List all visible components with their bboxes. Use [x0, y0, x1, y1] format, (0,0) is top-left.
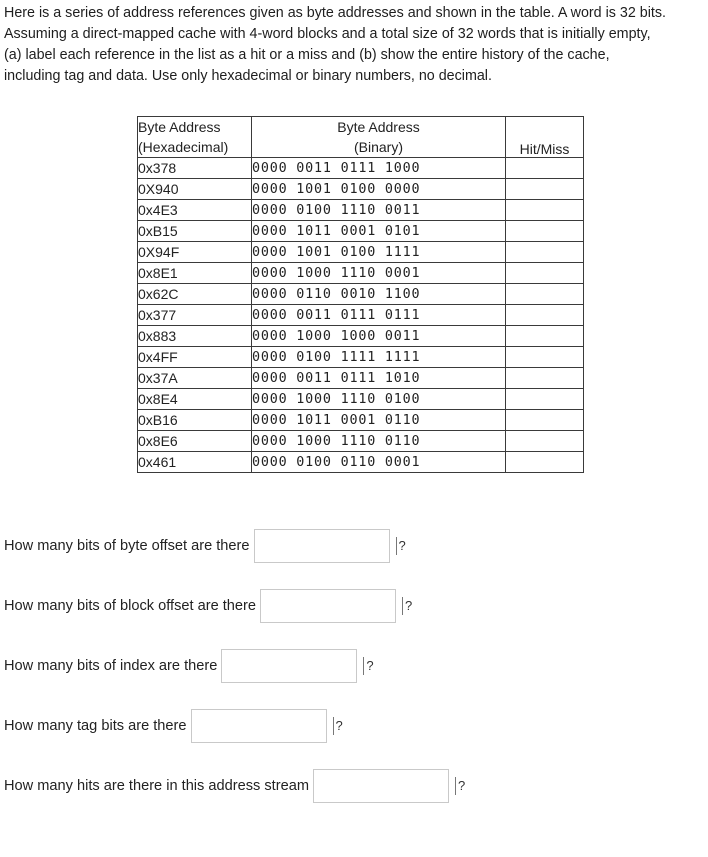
question-block-offset: [4, 587, 412, 625]
binary-address-cell: 0000 0100 1110 0011: [252, 200, 506, 221]
question-label: How many hits are there in this address stream: [4, 778, 309, 794]
hitmiss-cell[interactable]: [506, 263, 584, 284]
table-row: [138, 284, 584, 305]
question-label: How many bits of block offset are there: [4, 598, 256, 614]
hex-address-cell: 0xB16: [138, 410, 252, 431]
question-marker: ?: [402, 597, 412, 615]
hitmiss-cell[interactable]: [506, 410, 584, 431]
hex-address-cell: 0x8E6: [138, 431, 252, 452]
table-row: [138, 389, 584, 410]
binary-address-cell: 0000 0011 0111 1000: [252, 158, 506, 179]
binary-address-cell: 0000 1011 0001 0101: [252, 221, 506, 242]
index-bits-input[interactable]: [221, 649, 357, 683]
problem-line: Assuming a direct-mapped cache with 4-word blocks and a total size of 32 words that is initially empty,: [4, 26, 651, 42]
binary-address-cell: 0000 1001 0100 1111: [252, 242, 506, 263]
question-hits: [4, 767, 465, 805]
hex-address-cell: 0x37A: [138, 368, 252, 389]
binary-address-cell: 0000 0100 0110 0001: [252, 452, 506, 473]
table-row: [138, 347, 584, 368]
table-row: [138, 305, 584, 326]
hex-address-cell: 0X94F: [138, 242, 252, 263]
question-tag-bits: [4, 707, 343, 745]
question-marker: ?: [396, 537, 406, 555]
problem-line: Here is a series of address references given as byte addresses and shown in the table. A word is 32 bits.: [4, 5, 666, 21]
binary-address-cell: 0000 0011 0111 0111: [252, 305, 506, 326]
binary-address-cell: 0000 1000 1110 0001: [252, 263, 506, 284]
hitmiss-cell[interactable]: [506, 158, 584, 179]
binary-address-cell: 0000 1000 1000 0011: [252, 326, 506, 347]
hitmiss-cell[interactable]: [506, 431, 584, 452]
byte-offset-bits-input[interactable]: [254, 529, 390, 563]
hex-address-cell: 0x377: [138, 305, 252, 326]
hitmiss-cell[interactable]: [506, 221, 584, 242]
table-row: [138, 410, 584, 431]
hits-count-input[interactable]: [313, 769, 449, 803]
question-index-bits: [4, 647, 374, 685]
table-row: [138, 221, 584, 242]
hex-address-cell: 0x8E4: [138, 389, 252, 410]
binary-address-cell: 0000 1001 0100 0000: [252, 179, 506, 200]
problem-line: including tag and data. Use only hexadecimal or binary numbers, no decimal.: [4, 68, 492, 84]
table-row: [138, 158, 584, 179]
binary-column-header: Byte Address (Binary): [252, 117, 506, 158]
binary-address-cell: 0000 1011 0001 0110: [252, 410, 506, 431]
question-label: How many tag bits are there: [4, 718, 187, 734]
hex-address-cell: 0x4FF: [138, 347, 252, 368]
table-row: [138, 452, 584, 473]
table-row: [138, 431, 584, 452]
question-label: How many bits of index are there: [4, 658, 218, 674]
table-row: [138, 179, 584, 200]
hitmiss-cell[interactable]: [506, 179, 584, 200]
table-row: [138, 326, 584, 347]
problem-statement: [4, 3, 706, 87]
binary-address-cell: 0000 0011 0111 1010: [252, 368, 506, 389]
table-row: [138, 242, 584, 263]
hex-address-cell: 0xB15: [138, 221, 252, 242]
hex-address-cell: 0x461: [138, 452, 252, 473]
hitmiss-cell[interactable]: [506, 389, 584, 410]
table-row: [138, 263, 584, 284]
hex-address-cell: 0x378: [138, 158, 252, 179]
hex-address-cell: 0x62C: [138, 284, 252, 305]
address-table: [137, 116, 584, 473]
hitmiss-cell[interactable]: [506, 242, 584, 263]
question-label: How many bits of byte offset are there: [4, 538, 250, 554]
binary-address-cell: 0000 0100 1111 1111: [252, 347, 506, 368]
question-marker: ?: [333, 717, 343, 735]
table-row: [138, 200, 584, 221]
hex-address-cell: 0x4E3: [138, 200, 252, 221]
binary-address-cell: 0000 1000 1110 0100: [252, 389, 506, 410]
hitmiss-cell[interactable]: [506, 326, 584, 347]
hex-address-cell: 0X940: [138, 179, 252, 200]
hex-column-header: Byte Address (Hexadecimal): [138, 117, 252, 158]
hitmiss-cell[interactable]: [506, 368, 584, 389]
hitmiss-cell[interactable]: [506, 200, 584, 221]
binary-address-cell: 0000 1000 1110 0110: [252, 431, 506, 452]
hex-address-cell: 0x8E1: [138, 263, 252, 284]
hitmiss-cell[interactable]: [506, 284, 584, 305]
hitmiss-cell[interactable]: [506, 347, 584, 368]
problem-line: (a) label each reference in the list as a hit or a miss and (b) show the entire history of the cache,: [4, 47, 610, 63]
hitmiss-column-header: Hit/Miss: [506, 117, 584, 158]
tag-bits-input[interactable]: [191, 709, 327, 743]
table-row: [138, 368, 584, 389]
table-header-row: [138, 117, 584, 158]
hex-address-cell: 0x883: [138, 326, 252, 347]
block-offset-bits-input[interactable]: [260, 589, 396, 623]
question-byte-offset: [4, 527, 406, 565]
hitmiss-cell[interactable]: [506, 305, 584, 326]
question-marker: ?: [455, 777, 465, 795]
hitmiss-cell[interactable]: [506, 452, 584, 473]
binary-address-cell: 0000 0110 0010 1100: [252, 284, 506, 305]
question-marker: ?: [363, 657, 373, 675]
